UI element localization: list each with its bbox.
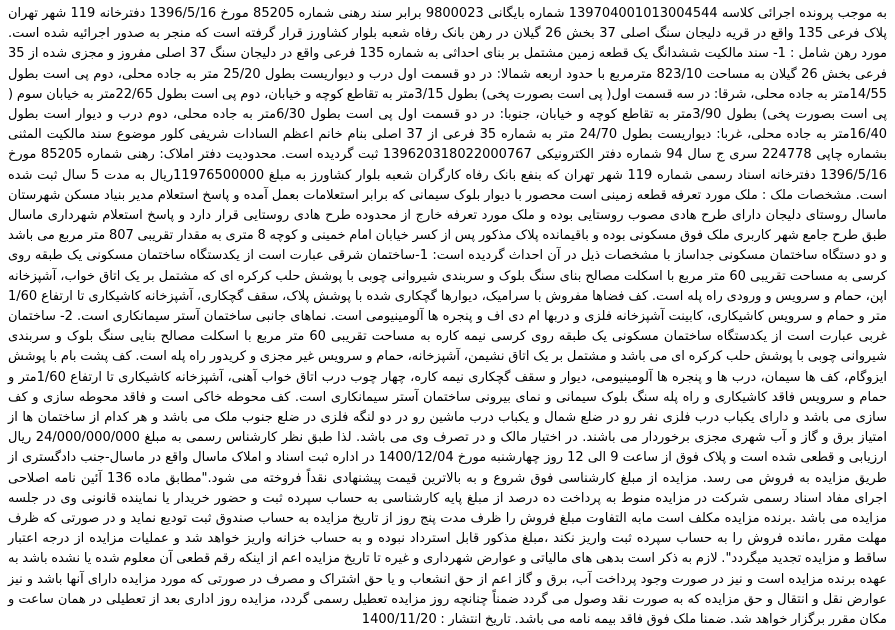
notice-body: به موجب پرونده اجرائی کلاسه 139704001013004544 شماره بایگانی 9800023 برابر سند رهنی شماره 85205 مورخ 1396/5/16 دفترخانه 119 شهر تهران پلاک فرعی 135 واقع در قریه دلیجان سنگ اصلی 37 بخش 26 گیلان در رهن بانک رفاه شعبه بلوار کشاورز قرار گرفته است که منجر به صدور اجرائیه شده است. مورد رهن شامل : 1- سند مالکیت ششدانگ یک قطعه زمین مشتمل بر بنای احداثی به شماره 135 فرعی واقع در دلیجان سنگ 37 اصلی مفروز و مجزی شده از 35 فرعی بخش 26 گیلان به مساحت 823/10 مترمربع با حدود اربعه شمالا: در دو قسمت اول درب و دیواریست بطول 25/20 متر به جاده محلی، دوم پی است بطول 14/55متر به جاده محلی، شرقا: در سه قسمت اول( پی است بصورت پخی) بطول 3/15متر به تقاطع کوچه و خیابان، دوم پی است بطول 22/65متر به خیابان سوم ( پی است بصورت پخی) بطول 3/90متر به تقاطع کوچه و خیابان، جنوبا: در دو قسمت اول پی است بطول 6/30متر به جاده محلی، دوم درب و دیوار است بطول 16/40متر به جاده محلی، غربا: دیواریست بطول 24/70 متر به شماره 35 فرعی از 37 اصلی بنام خانم اعظم السادات شریفی کلور موضوع سند مالکیت المثنی بشماره چاپی 224778 سری ج سال 94 شماره دفتر الکترونیکی 139620318022000767 ثبت گردیده است. محدودیت دفتر املاک: رهنی شماره 85205 مورخ 1396/5/16 دفترخانه اسناد رسمی شماره 119 شهر تهران که بنفع بانک رفاه کارگران شعبه بلوار کشاورز به مبلغ 11976500000ریال به مدت 5 سال ثبت شده است. مشخصات ملک : ملک مورد تعرفه قطعه زمینی است محصور با دیوار بلوک سیمانی که برابر استعلامات بعمل آمده و پاسخ استعلام مدیر بنیاد مسکن شهرستان ماسال روستای دلیجان دارای طرح هادی مصوب روستایی بوده و ملک مورد تعرفه خارج از محدوده طرح هادی روستایی قرار دارد و پاسخ استعلام شهرداری ماسال طبق طرح جامع شهر کاربری ملک فوق مسکونی بوده و باقیمانده پلاک مذکور پس از کسر خیابان امام خمینی و کوچه 8 متری به مقدار تقریبی 807 متر مربع می باشد و دو دستگاه ساختمان مسکونی جداساز با مشخصات ذیل در آن احداث گردیده است: 1-ساختمان شرقی عبارت است از یکدستگاه ساختمان مسکونی یک طبقه روی کرسی به مساحت تقریبی 60 متر مربع با اسکلت مصالح بنای سنگ بلوک و سربندی شیروانی چوبی با پوشش حلب کرکره ای که مشتمل بر یک اتاق خواب، آشپزخانه اپن، حمام و سرویس و ورودی راه پله است. کف فضاها مفروش با سرامیک، دیوارها گچکاری شده با پوشش پلاک، سقف گچکاری، آشپزخانه کاشیکاری تا ارتفاع 1/60 متر و حمام و سرویس کاشیکاری، کابینت آشپزخانه فلزی و دربها ام دی اف و پنجره ها آلومینیومی است. نماهای جانبی ساختمان آستر سیمانکاری است. 2- ساختمان غربی عبارت است از یکدستگاه ساختمان مسکونی یک طبقه روی کرسی نیمه کاره به مساحت تقریبی 60 متر مربع با اسکلت مصالح بنایی سنگ بلوک و سربندی شیروانی چوبی با پوشش حلب کرکره ای می باشد و مشتمل بر یک اتاق نشیمن، آشپزخانه، حمام و سرویس غیر مجزی و کریدور راه پله است. کف پشت بام با پوشش ایزوگام، کف ها سیمان، درب ها و پنجره ها آلومینیومی، دیوار و سقف گچکاری نیمه کاره، چهار چوب درب اتاق خواب آهنی، آشپزخانه کاشیکاری تا ارتفاع 1/60متر و حمام و سرویس فاقد کاشیکاری و راه پله سنگ بلوک سیمانی و نمای بیرونی ساختمان آستر سیمانکاری است. کف محوطه خاکی است و فاقد محوطه سازی و کف سازی می باشد و دارای یکباب درب فلزی نفر رو در ضلع شمال و یکباب درب ماشین رو در دو لنگه فلزی در ضلع جنوب ملک می باشد و هر کدام از ساختمان ها از امتیاز برق و گاز و آب شهری مجزی برخوردار می باشند. در اختیار مالک و در تصرف وی می باشد. لذا طبق نظر کارشناس رسمی به مبلغ 24/000/000/000 ریال ارزیابی و قطعی شده است و پلاک فوق از ساعت 9 الی 12 روز چهارشنبه مورخ 1400/12/04 در اداره ثبت اسناد و املاک ماسال واقع در ماسال-جنب دادگستری از طریق مزایده به فروش می رسد. مزایده از مبلغ کارشناسی فوق شروع و به بالاترین قیمت پیشنهادی نقداً فروخته می شود."مطابق ماده 136 آئین نامه اصلاحی اجرای مفاد اسناد رسمی شرکت در مزایده منوط به پرداخت ده درصد از مبلغ پایه کارشناسی به حساب سپرده ثبت و حضور خریدار یا نماینده قانونی وی در جلسه مزایده می باشد .برنده مزایده مکلف است مابه التفاوت مبلغ فروش را ظرف مدت پنج روز از تاریخ مزایده به حساب صندوق ثبت تودیع نماید و در صورتی که ظرف مهلت مقرر ،مانده فروش را به حساب سپرده ثبت واریز نکند ،مبلغ مذکور قابل استرداد نبوده و به حساب خزانه واریز خواهد شد و عملیات مزایده از درجه اعتبار ساقط و مزایده تجدید میگردد". لازم به ذکر است بدهی های مالیاتی و عوارض شهرداری و غیره تا تاریخ مزایده اعم از اینکه رقم قطعی آن معلوم شده یا نشده باشد به عهده برنده مزایده است و نیز در صورت وجود پرداخت آب، برق و گاز اعم از حق انشعاب و یا حق اشتراک و مصرف در صورتی که مورد مزایده دارای آنها باشد و نیز عوارض نقل و انتقال و حق مزایده که به صورت نقد وصول می گردد ضمناً چنانچه روز مزایده تعطیل رسمی گردد، مزایده روز اداری بعد از تعطیلی در همان ساعت و مکان مقرر برگزار خواهد شد. ضمنا ملک فوق فاقد بیمه نامه می باشد. تاریخ انتشار : 1400/11/20 [8,6,888,628]
